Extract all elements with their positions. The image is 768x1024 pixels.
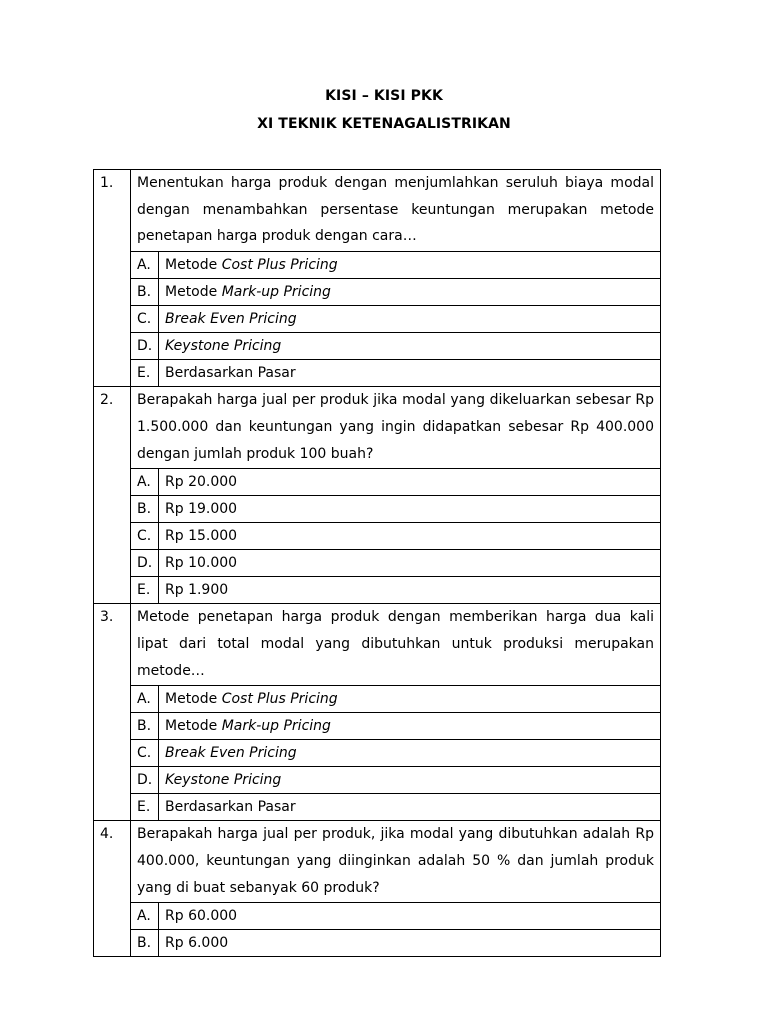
option-row — [94, 713, 661, 740]
option-text — [159, 279, 661, 306]
option-row — [94, 740, 661, 767]
option-text-italic: Keystone Pricing — [165, 772, 282, 789]
option-row — [94, 360, 661, 387]
option-text — [159, 360, 661, 387]
option-text-italic: Keystone Pricing — [165, 338, 282, 355]
option-row — [94, 252, 661, 279]
option-row — [94, 577, 661, 604]
question-row — [94, 604, 661, 686]
option-text-plain: Rp 6.000 — [165, 935, 229, 952]
option-text-plain: Rp 19.000 — [165, 501, 238, 518]
option-letter: D. — [131, 550, 159, 577]
question-text: Menentukan harga produk dengan menjumlahkan seruluh biaya modal dengan menambahkan persentase keuntungan merupakan metode penetapan harga produk dengan cara… — [131, 170, 661, 252]
option-text-plain: Berdasarkan Pasar — [165, 365, 296, 382]
question-number: 4. — [94, 821, 131, 957]
option-text — [159, 523, 661, 550]
question-row — [94, 821, 661, 903]
option-row — [94, 523, 661, 550]
option-text — [159, 713, 661, 740]
option-text-plain: Metode — [165, 257, 222, 274]
option-row — [94, 469, 661, 496]
option-text-plain: Rp 1.900 — [165, 582, 229, 599]
option-letter: E. — [131, 360, 159, 387]
option-row — [94, 550, 661, 577]
option-row — [94, 794, 661, 821]
option-text — [159, 903, 661, 930]
option-text-italic: Break Even Pricing — [165, 311, 297, 328]
option-text-plain: Rp 15.000 — [165, 528, 238, 545]
option-row — [94, 930, 661, 957]
question-row — [94, 387, 661, 469]
option-row — [94, 903, 661, 930]
option-letter: A. — [131, 252, 159, 279]
option-letter: C. — [131, 306, 159, 333]
option-text — [159, 550, 661, 577]
option-text-italic: Mark-up Pricing — [221, 718, 331, 735]
option-text — [159, 333, 661, 360]
option-text — [159, 767, 661, 794]
option-text-plain: Rp 10.000 — [165, 555, 238, 572]
option-letter: D. — [131, 333, 159, 360]
option-letter: A. — [131, 469, 159, 496]
option-text — [159, 577, 661, 604]
option-text — [159, 469, 661, 496]
option-letter: B. — [131, 496, 159, 523]
option-letter: E. — [131, 794, 159, 821]
option-text-plain: Metode — [165, 284, 222, 301]
option-text — [159, 930, 661, 957]
question-row — [94, 170, 661, 252]
option-text — [159, 306, 661, 333]
question-table — [93, 169, 661, 957]
option-text — [159, 740, 661, 767]
option-letter: B. — [131, 713, 159, 740]
option-text-italic: Mark-up Pricing — [221, 284, 331, 301]
option-text — [159, 794, 661, 821]
question-text: Metode penetapan harga produk dengan memberikan harga dua kali lipat dari total modal yang dibutuhkan untuk produksi merupakan metode… — [131, 604, 661, 686]
option-row — [94, 333, 661, 360]
option-text-plain: Rp 60.000 — [165, 908, 238, 925]
question-number: 2. — [94, 387, 131, 604]
option-letter: B. — [131, 279, 159, 306]
option-text-plain: Rp 20.000 — [165, 474, 238, 491]
option-text — [159, 686, 661, 713]
option-letter: A. — [131, 903, 159, 930]
option-text-italic: Break Even Pricing — [165, 745, 297, 762]
question-number: 3. — [94, 604, 131, 821]
option-text-plain: Berdasarkan Pasar — [165, 799, 296, 816]
option-row — [94, 686, 661, 713]
question-text: Berapakah harga jual per produk jika modal yang dikeluarkan sebesar Rp 1.500.000 dan keuntungan yang ingin didapatkan sebesar Rp 400.000 dengan jumlah produk 100 buah? — [131, 387, 661, 469]
option-text-plain: Metode — [165, 718, 222, 735]
page-subtitle: XI TEKNIK KETENAGALISTRIKAN — [257, 116, 511, 132]
option-text-italic: Cost Plus Pricing — [221, 691, 338, 708]
option-letter: E. — [131, 577, 159, 604]
option-text — [159, 252, 661, 279]
option-letter: A. — [131, 686, 159, 713]
option-row — [94, 306, 661, 333]
option-text-italic: Cost Plus Pricing — [221, 257, 338, 274]
option-row — [94, 279, 661, 306]
option-row — [94, 496, 661, 523]
option-row — [94, 767, 661, 794]
option-letter: C. — [131, 523, 159, 550]
option-text-plain: Metode — [165, 691, 222, 708]
page-title: KISI – KISI PKK — [325, 88, 443, 104]
option-letter: C. — [131, 740, 159, 767]
option-letter: D. — [131, 767, 159, 794]
question-number: 1. — [94, 170, 131, 387]
question-text: Berapakah harga jual per produk, jika modal yang dibutuhkan adalah Rp 400.000, keuntungan yang diinginkan adalah 50 % dan jumlah produk yang di buat sebanyak 60 produk? — [131, 821, 661, 903]
option-letter: B. — [131, 930, 159, 957]
option-text — [159, 496, 661, 523]
